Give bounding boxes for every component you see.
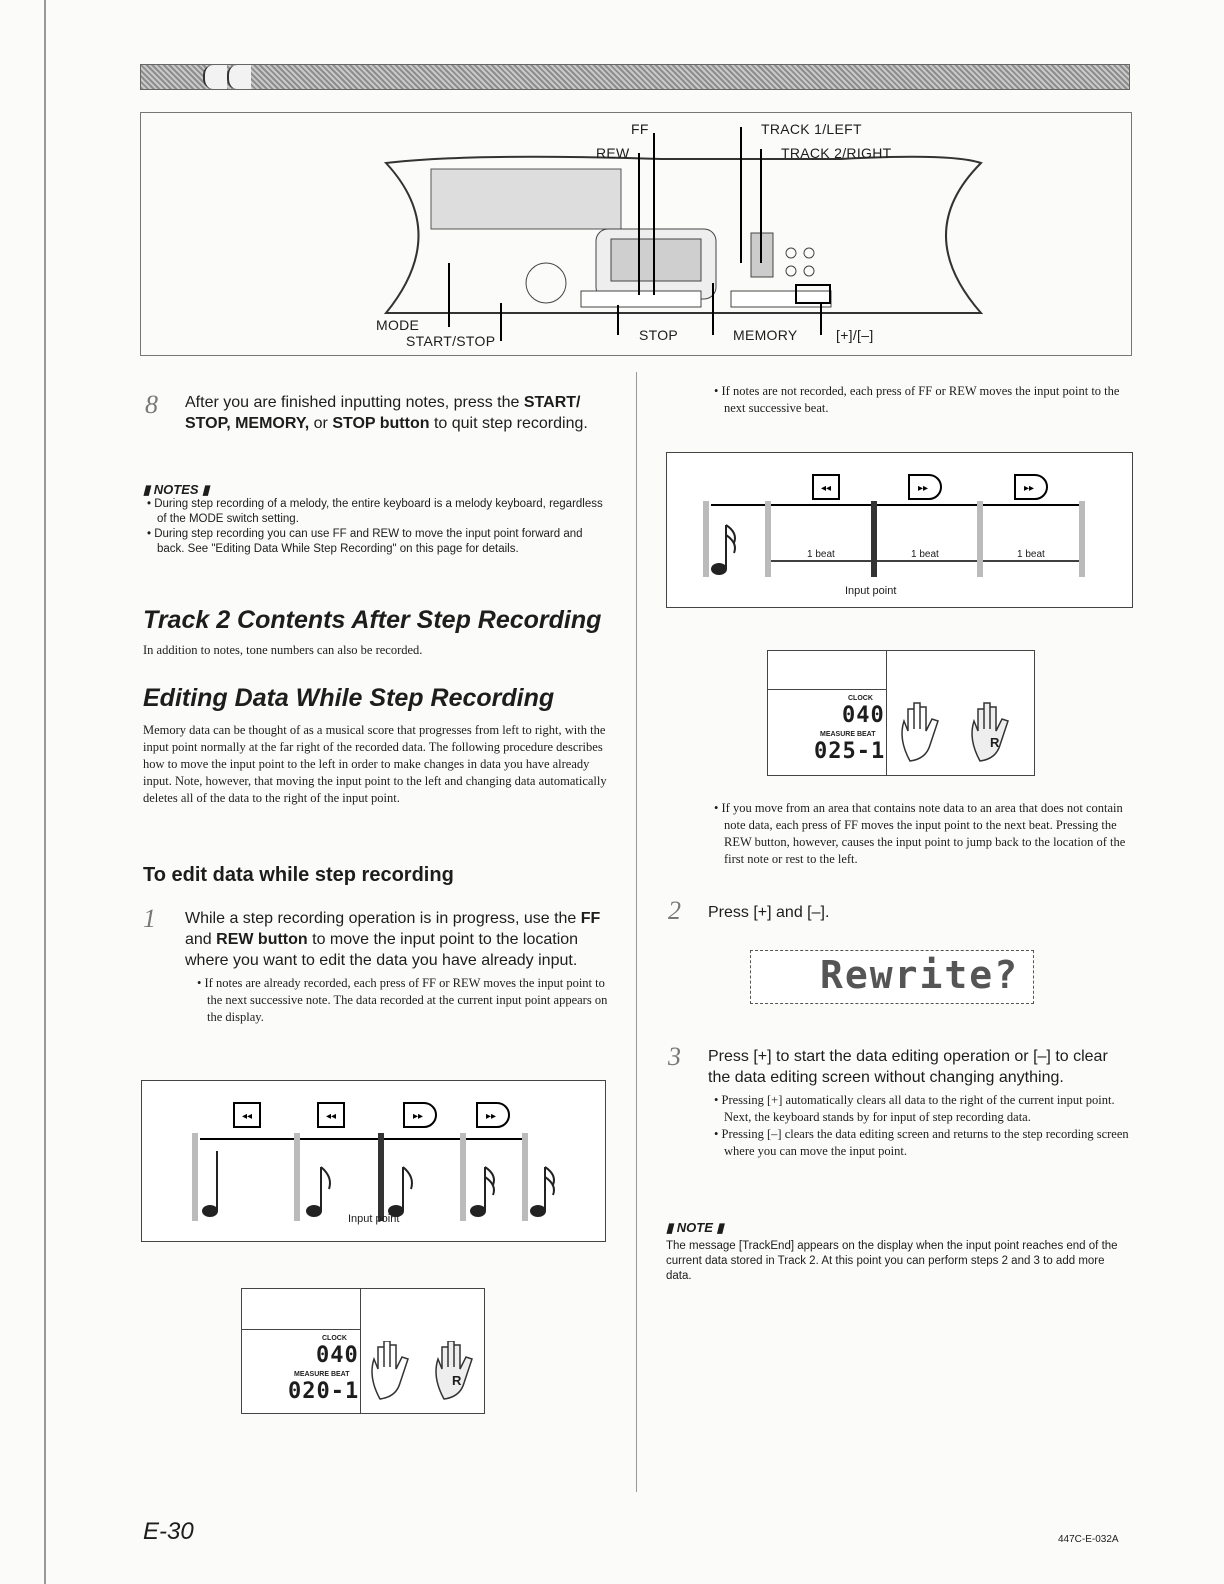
lcd-display-1 xyxy=(241,1288,485,1414)
mode-label: MODE xyxy=(376,317,420,333)
right-bullet-2: • If you move from an area that contains note data to an area that does not contain note data, each press of FF moves the input point to the next beat. Pressing the REW button, however, causes the input point to jump back to the location of the first note or rest to the left. xyxy=(714,801,1126,866)
right-hand-r: R xyxy=(990,735,1000,750)
right-hand-r: R xyxy=(452,1373,462,1388)
svg-text:◂◂: ◂◂ xyxy=(820,483,832,494)
input-point-label: Input point xyxy=(348,1213,400,1225)
svg-text:◂◂: ◂◂ xyxy=(241,1111,253,1122)
note-block xyxy=(666,1220,1132,1284)
page-number: E-30 xyxy=(143,1518,194,1545)
svg-text:▸▸: ▸▸ xyxy=(1023,483,1035,494)
clock-label: CLOCK xyxy=(322,1335,347,1342)
svg-text:▸▸: ▸▸ xyxy=(917,483,929,494)
svg-text:◂◂: ◂◂ xyxy=(325,1111,337,1122)
svg-text:▸▸: ▸▸ xyxy=(412,1111,424,1122)
measure-label: MEASURE BEAT xyxy=(820,731,876,738)
start-stop-label: START/STOP xyxy=(406,333,496,349)
measure-value: 025-1 xyxy=(814,739,886,764)
beat-navigation-figure xyxy=(666,452,1133,608)
clock-value: 040 xyxy=(316,1343,359,1368)
notes-block xyxy=(143,482,613,557)
lcd-display-2 xyxy=(767,650,1035,776)
page-edge-rule xyxy=(44,0,46,1584)
clock-value: 040 xyxy=(842,703,885,728)
section-title-editing: Editing Data While Step Recording xyxy=(143,684,555,712)
header-bar xyxy=(140,64,1130,90)
track1-label: TRACK 1/LEFT xyxy=(761,121,862,137)
step1-bullet: • If notes are already recorded, each press of FF or REW moves the input point to the next successive note. The data recorded at the current input point appears on the display. xyxy=(197,976,608,1024)
step-1: 1 While a step recording operation is in progress, use the FF and REW button to move the input point to the location where you want to edit the data you have already input. • If notes are already recorded, each press of FF or REW moves the input point to the next successive note. The data recorded at the current input point appears on the display. xyxy=(143,908,613,1026)
measure-value: 020-1 xyxy=(288,1379,360,1404)
plus-minus-label: [+]/[–] xyxy=(836,327,874,343)
note-item: • During step recording you can use FF and REW to move the input point forward and back. See "Editing Data While Step Recording" on this page for details. xyxy=(147,528,583,555)
beat-label: 1 beat xyxy=(807,549,835,560)
keyboard-illustration xyxy=(141,113,1131,355)
section-text-track2: In addition to notes, tone numbers can also be recorded. xyxy=(143,643,423,657)
beat-label: 1 beat xyxy=(1017,549,1045,560)
note-heading: ▮ NOTE ▮ xyxy=(666,1220,724,1235)
step-number: 8 xyxy=(145,390,158,419)
step-2: 2 Press [+] and [–]. xyxy=(668,896,830,925)
keyboard-figure xyxy=(140,112,1132,356)
note-item: • During step recording of a melody, the entire keyboard is a melody keyboard, regardless of the MODE switch setting. xyxy=(147,498,603,525)
measure-label: MEASURE BEAT xyxy=(294,1371,350,1378)
step3-bullet: • Pressing [+] automatically clears all data to the right of the current input point. Next, the keyboard stands by for input of step recording data. xyxy=(714,1093,1115,1124)
memory-label: MEMORY xyxy=(733,327,798,343)
note-navigation-figure xyxy=(141,1080,606,1242)
notes-heading: ▮ NOTES ▮ xyxy=(143,482,210,497)
step-number: 1 xyxy=(143,904,156,933)
document-code: 447C-E-032A xyxy=(1058,1534,1119,1545)
hand-icons xyxy=(894,701,1024,767)
step-8: 8 After you are finished inputting notes, press the START/ STOP, MEMORY, or STOP button to quit step recording. xyxy=(145,390,588,432)
subsection-title: To edit data while step recording xyxy=(143,864,454,886)
beat-navigation-diagram xyxy=(667,453,1132,607)
step-number: 2 xyxy=(668,896,681,925)
input-point-label: Input point xyxy=(845,585,897,597)
clock-label: CLOCK xyxy=(848,695,873,702)
rewrite-display xyxy=(750,950,1034,1004)
svg-text:▸▸: ▸▸ xyxy=(485,1111,497,1122)
note-text: The message [TrackEnd] appears on the display when the input point reaches end of the current data stored in Track 2. At this point you can perform steps 2 and 3 to add more data. xyxy=(666,1240,1118,1282)
section-text-editing: Memory data can be thought of as a musical score that progresses from left to right, with the input point normally at the far right of the recorded data. The following procedure describes how to move the input point to the left in order to make changes in data you have already input. Note, however, that moving the input point to the left and changing data automatically deletes all of the data to the right of the input point. xyxy=(143,723,607,805)
track2-label: TRACK 2/RIGHT xyxy=(781,145,892,161)
rewrite-text: Rewrite? xyxy=(819,953,1019,997)
step-3: 3 Press [+] to start the data editing operation or [–] to clear the data editing screen without changing anything. • Pressing [+] automatically clears all data to the right of the current input point. Next, the keyboard stands by for input of step recording data. • Pressing [–] clears the data editing screen and returns to the step recording screen where you can move the input point. xyxy=(668,1046,1132,1160)
rew-label: REW xyxy=(596,145,630,161)
step-number: 3 xyxy=(668,1042,681,1071)
right-bullet-1: • If notes are not recorded, each press of FF or REW moves the input point to the next successive beat. xyxy=(714,384,1120,415)
stop-label: STOP xyxy=(639,327,679,343)
step3-bullet: • Pressing [–] clears the data editing screen and returns to the step recording screen where you can move the input point. xyxy=(714,1127,1129,1158)
column-divider xyxy=(636,372,637,1492)
beat-label: 1 beat xyxy=(911,549,939,560)
ff-label: FF xyxy=(631,121,649,137)
section-title-track2: Track 2 Contents After Step Recording xyxy=(143,606,602,634)
